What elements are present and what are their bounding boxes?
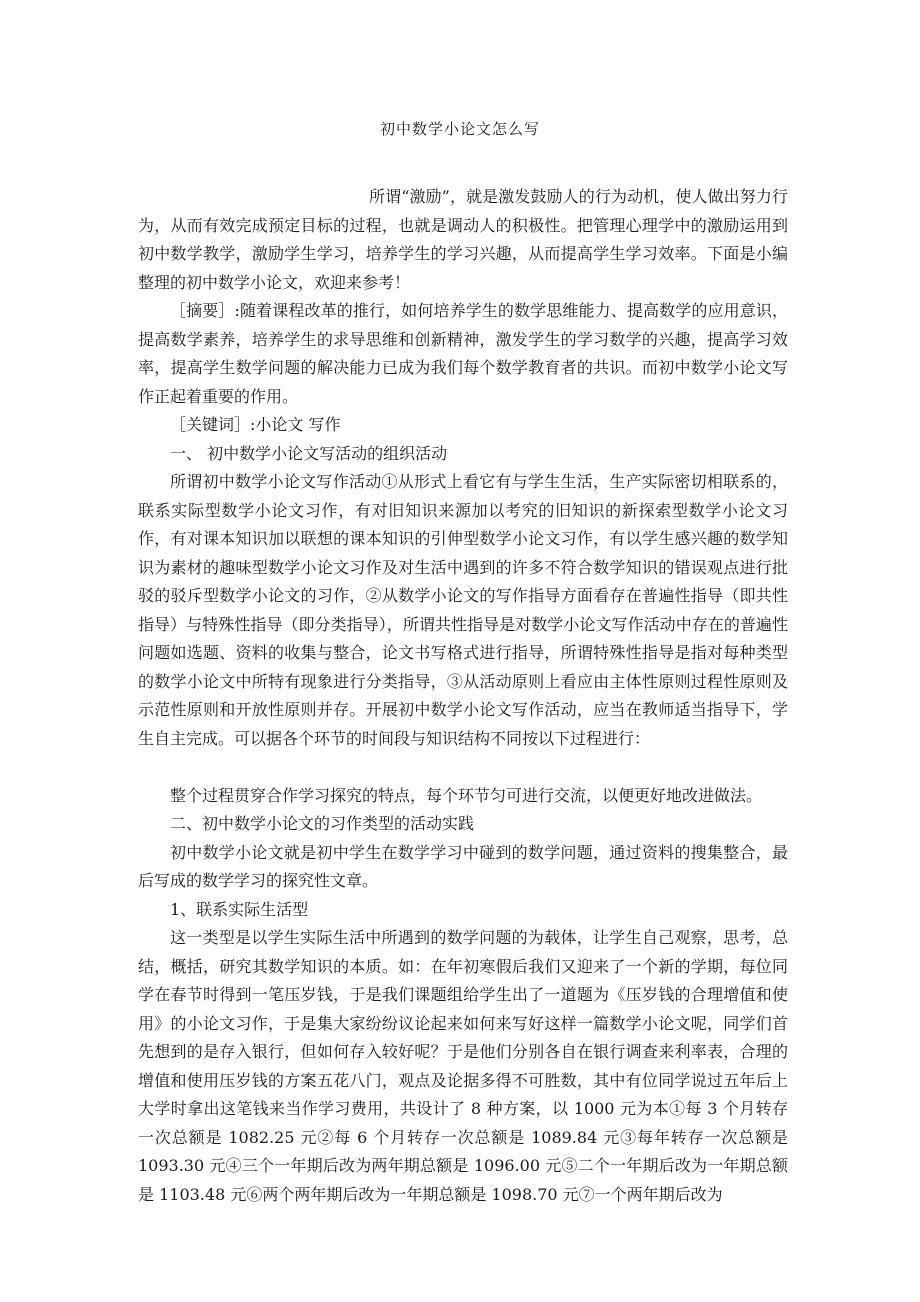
abstract-paragraph: ［摘要］:随着课程改革的推行，如何培养学生的数学思维能力、提高数学的应用意识，提高数学素养，培养学生的求导思维和创新精神，激发学生的学习数学的兴趣，提高学习效率，提高学生数学问题的解决能力已成为我们每个数学教育者的共识。而初中数学小论文写作正起着重要的作用。 [138, 301, 788, 406]
section-heading-2: 二、初中数学小论文的习作类型的活动实践 [170, 814, 475, 833]
keywords-paragraph: ［关键词］:小论文 写作 [170, 415, 341, 434]
section-1-paragraph: 所谓初中数学小论文写作活动①从形式上看它有与学生生活，生产实际密切相联系的，联系实际型数学小论文习作，有对旧知识来源加以考究的旧知识的新探索型数学小论文习作，有对课本知识加以联想的课本知识的引伸型数学小论文习作，有以学生感兴趣的数学知识为素材的趣味型数学小论文习作及对生活中遇到的许多不符合数学知识的错误观点进行批驳的驳斥型数学小论文的习作，②从数学小论文的写作指导方面看存在普遍性指导（即共性指导）与特殊性指导（即分类指导），所谓共性指导是对数学小论文写作活动中存在的普遍性问题如选题、资料的收集与整合，论文书写格式进行指导，所谓特殊性指导是指对每种类型的数学小论文中所特有现象进行分类指导，③从活动原则上看应由主体性原则过程性原则及示范性原则和开放性原则并存。开展初中数学小论文写作活动，应当在教师适当指导下，学生自主完成。可以据各个环节的时间段与知识结构不同按以下过程进行： [138, 472, 788, 748]
process-paragraph: 整个过程贯穿合作学习探究的特点，每个环节匀可进行交流，以便更好地改进做法。 [170, 785, 763, 805]
document-title: 初中数学小论文怎么写 [379, 120, 540, 138]
intro-paragraph: 所谓“激励”，就是激发鼓励人的行为动机，使人做出努力行为，从而有效完成预定目标的过程，也就是调动人的积极性。把管理心理学中的激励运用到初中数学教学，激励学生学习，培养学生的学习兴趣，从而提高学生学习效率。下面是小编整理的初中数学小论文，欢迎来参考！ [138, 187, 788, 292]
document-body [138, 183, 788, 1209]
example-paragraph: 这一类型是以学生实际生活中所遇到的数学问题的为载体，让学生自己观察，思考，总结，概括，研究其数学知识的本质。如：在年初寒假后我们又迎来了一个新的学期，每位同学在春节时得到一笔压岁钱，于是我们课题组给学生出了一道题为《压岁钱的合理增值和使用》的小论文习作，于是集大家纷纷议论起来如何来写好这样一篇数学小论文呢，同学们首先想到的是存入银行，但如何存入较好呢？于是他们分别各自在银行调查来利率表，合理的增值和使用压岁钱的方案五花八门，观点及论据多得不可胜数，其中有位同学说过五年后上大学时拿出这笔钱来当作学习费用，共设计了 8 种方案，以 1000 元为本①每 3 个月转存一次总额是 1082.25 元②每 6 个月转存一次总额是 1089.84 元③每年转存一次总额是 1093.30 元④三个一年期后改为两年期总额是 1096.00 元⑤二个一年期后改为一年期总额是 1103.48 元⑥两个两年期后改为一年期总额是 1098.70 元⑦一个两年期后改为 [138, 928, 788, 1204]
subsection-heading-1: 1、联系实际生活型 [170, 899, 309, 919]
definition-paragraph: 初中数学小论文就是初中学生在数学学习中碰到的数学问题，通过资料的搜集整合，最后写成的数学学习的探究性文章。 [138, 842, 788, 890]
section-heading-1: 一、 初中数学小论文写活动的组织活动 [170, 443, 448, 463]
blank-line [138, 753, 788, 782]
